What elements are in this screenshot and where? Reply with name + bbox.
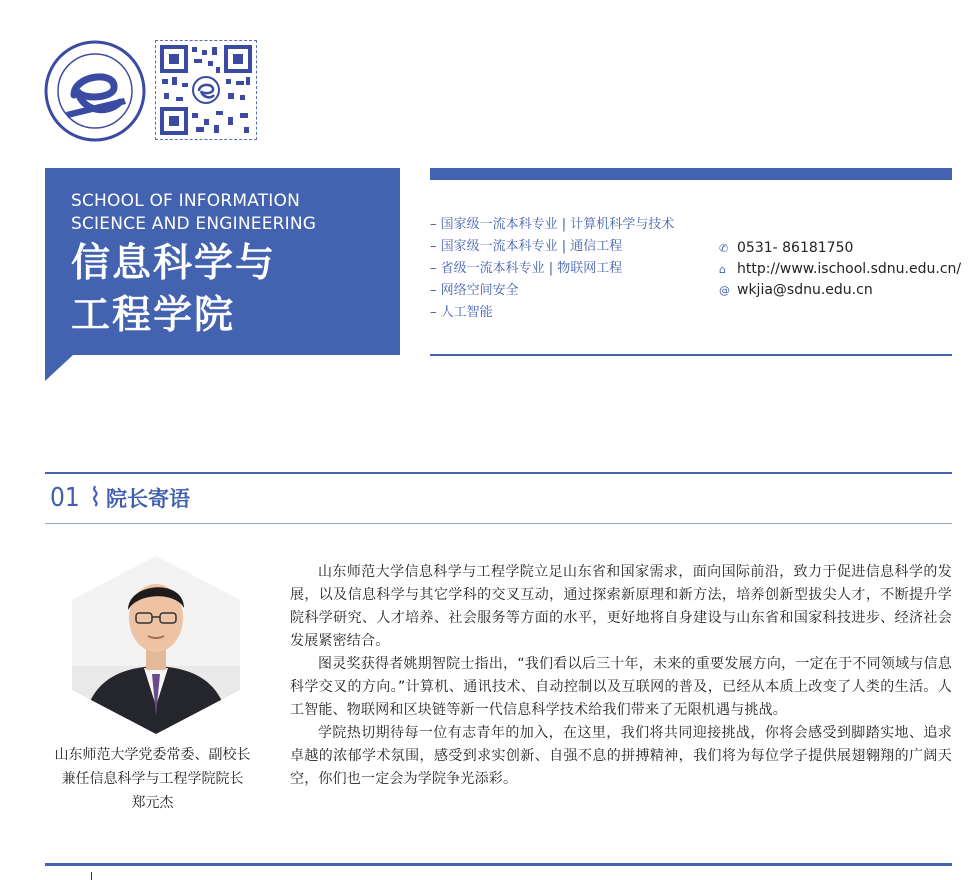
dean-portrait [72,556,240,734]
major-item: – 人工智能 [430,305,493,320]
school-logo [44,40,146,142]
major-item: – 网络空间安全 [430,283,519,298]
school-name-chinese [71,238,276,342]
major-item: – 国家级一流本科专业 | 计算机科学与技术 [430,217,675,232]
major-item: – 省级一流本科专业 | 物联网工程 [430,261,623,276]
contact-phone [719,238,961,259]
title-block-corner [45,355,73,381]
qr-code [155,40,257,140]
section-separator-icon: ⌇ [89,483,102,513]
footer-rule [45,863,952,866]
email-link[interactable]: wkjia@sdnu.edu.cn [737,282,873,298]
major-item: – 国家级一流本科专业 | 通信工程 [430,239,623,254]
dean-name: 郑元杰 [131,795,174,811]
school-title-block [45,168,400,355]
majors-list [430,214,674,324]
header-bar [430,168,952,180]
contact-email [719,280,961,301]
home-icon: ⌂ [719,263,726,276]
footer-tick [91,872,92,880]
contact-website [719,259,961,280]
caption-line: 山东师范大学党委常委、副校长 [54,747,251,763]
dean-caption [30,743,275,815]
section-rule-top [45,472,952,474]
caption-line: 兼任信息科学与工程学院院长 [61,771,244,787]
email-icon: @ [719,284,730,297]
message-paragraph: 图灵奖获得者姚期智院士指出，“我们看以后三十年，未来的重要发展方向，一定在于不同领域与信息科学交叉的方向。”计算机、通讯技术、自动控制以及互联网的普及，已经从本质上改变了人类的生活。人工智能、物联网和区块链等新一代信息科学技术给我们带来了无限机遇与挑战。 [290,656,952,718]
header-divider [430,354,952,356]
school-name-line2: 工程学院 [71,293,236,338]
section-number: 01 [50,483,80,513]
dean-message [290,561,952,791]
contact-info [719,238,961,301]
school-name-english: SCHOOL OF INFORMATION SCIENCE AND ENGINEERING [71,191,317,234]
phone-icon: ✆ [719,242,729,255]
section-title: 院长寄语 [106,487,190,511]
phone-number: 0531- 86181750 [737,240,854,256]
message-paragraph: 学院热切期待每一位有志青年的加入，在这里，我们将共同迎接挑战，你将会感受到脚踏实地、追求卓越的浓郁学术氛围，感受到求实创新、自强不息的拼搏精神，我们将为每位学子提供展翅翱翔的广阔天空，你们也一定会为学院争光添彩。 [290,725,952,787]
website-link[interactable]: http://www.ischool.sdnu.edu.cn/ [737,261,962,277]
message-paragraph: 山东师范大学信息科学与工程学院立足山东省和国家需求，面向国际前沿，致力于促进信息科学的发展，以及信息科学与其它学科的交叉互动，通过探索新原理和新方法，培养创新型拔尖人才，不断提升学院科学研究、人才培养、社会服务等方面的水平，更好地将自身建设与山东省和国家科技进步、经济社会发展紧密结合。 [290,564,952,649]
school-name-line1: 信息科学与 [71,241,277,286]
section-rule-bottom [45,523,952,524]
